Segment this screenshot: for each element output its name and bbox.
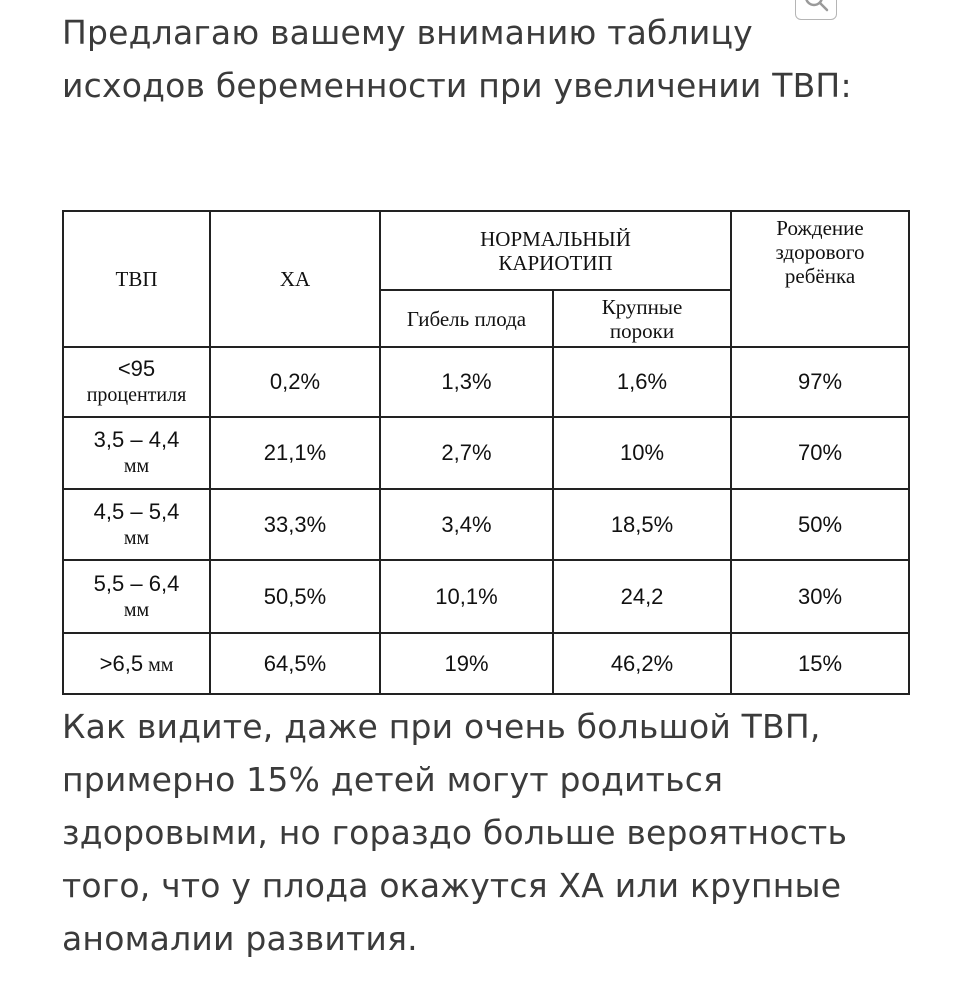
table-row [63,347,909,417]
row-healthy-birth: 30% [731,560,909,633]
row-tvp-label [63,633,210,694]
header-healthy-birth: Рождение здорового ребёнка [731,211,909,347]
row-tvp-value: 3,5 – 4,4 [93,427,180,452]
row-fetal-death: 2,7% [380,417,553,489]
row-xa: 64,5% [210,633,380,694]
intro-paragraph: Предлагаю вашему вниманию таблицу исходов беременности при увеличении ТВП: [62,13,852,105]
row-tvp-value: 5,5 – 6,4 [93,570,180,596]
table-row [63,417,909,489]
row-xa: 50,5% [210,560,380,633]
row-tvp-label [63,489,210,560]
row-tvp-unit: процентиля [86,384,187,406]
search-button[interactable] [795,0,837,20]
row-tvp-unit: мм [123,455,150,477]
row-fetal-death: 1,3% [380,347,553,417]
row-healthy-birth: 97% [731,347,909,417]
row-tvp-value: >6,5 [99,650,144,676]
row-tvp-value: 4,5 – 5,4 [93,498,180,524]
row-fetal-death: 3,4% [380,489,553,560]
row-tvp-label [63,417,210,489]
row-major-defects: 10% [553,417,731,489]
header-normal-karyotype: НОРМАЛЬНЫЙ КАРИОТИП [380,211,731,290]
row-tvp-unit: мм [123,598,150,621]
row-tvp-label [63,560,210,633]
row-major-defects: 1,6% [553,347,731,417]
row-xa: 33,3% [210,489,380,560]
header-xa: ХА [210,211,380,347]
row-xa: 21,1% [210,417,380,489]
row-fetal-death: 19% [380,633,553,694]
row-tvp-unit: мм [123,526,150,549]
row-fetal-death: 10,1% [380,560,553,633]
table-row [63,489,909,560]
row-major-defects: 46,2% [553,633,731,694]
row-healthy-birth: 15% [731,633,909,694]
header-tvp: ТВП [63,211,210,347]
table-row [63,560,909,633]
row-xa: 0,2% [210,347,380,417]
row-tvp-value: <95 [117,356,156,381]
header-major-defects: Крупные пороки [553,290,731,347]
closing-paragraph: Как видите, даже при очень большой ТВП, примерно 15% детей могут родиться здоровыми, но гораздо больше вероятность того, что у плода окажутся ХА или крупные аномалии развития. [62,707,848,958]
table-row [63,633,909,694]
pregnancy-outcomes-table [62,210,910,695]
table-header-row [63,211,909,290]
row-major-defects: 18,5% [553,489,731,560]
row-major-defects: 24,2 [553,560,731,633]
row-healthy-birth: 50% [731,489,909,560]
row-healthy-birth: 70% [731,417,909,489]
row-tvp-label [63,347,210,417]
row-tvp-unit: мм [148,653,174,676]
header-fetal-death: Гибель плода [380,290,553,347]
